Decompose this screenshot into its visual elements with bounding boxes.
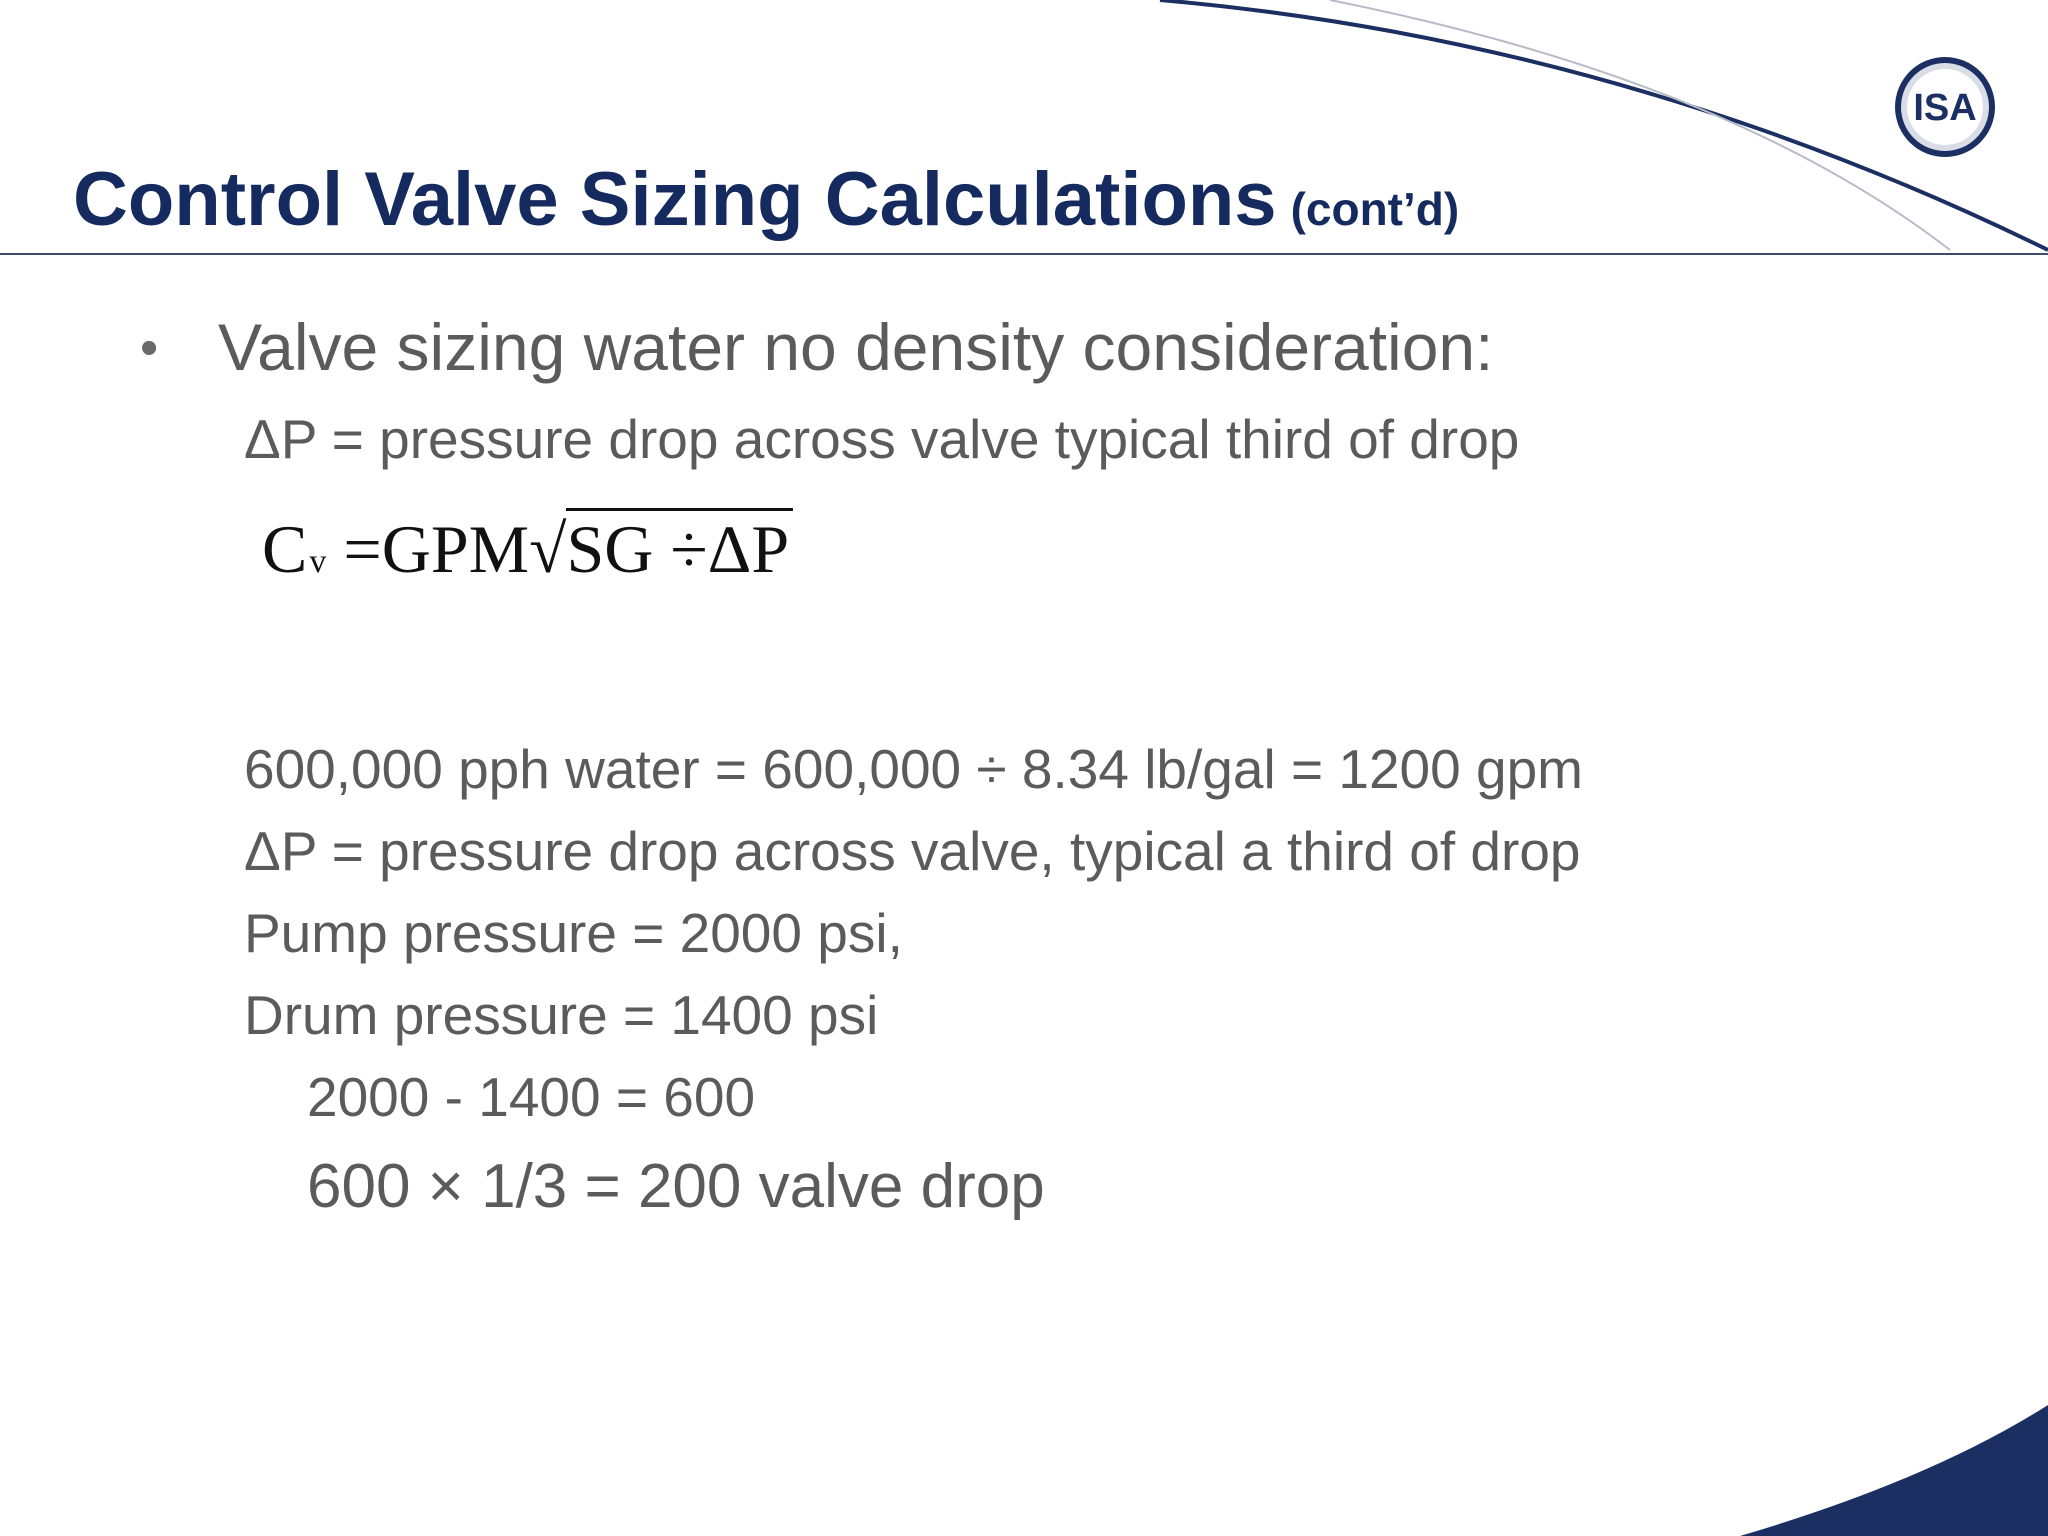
logo-text: ISA <box>1913 87 1977 129</box>
formula-cv: C <box>262 511 308 587</box>
bullet-heading: Valve sizing water no density consideration: <box>218 310 1494 384</box>
title-suffix: (cont’d) <box>1290 183 1460 235</box>
calc-line-result: 600 × 1/3 = 200 valve drop <box>307 1152 1045 1221</box>
formula-cv-subscript: v <box>309 543 327 580</box>
bottom-swoosh <box>1740 1405 2048 1536</box>
slide-title <box>73 157 1460 242</box>
formula-equals-gpm: =GPM <box>326 511 530 587</box>
bullet-icon: • <box>140 319 159 377</box>
formula-radical: √ <box>529 511 567 587</box>
isa-logo <box>1890 52 2000 162</box>
formula-radicand: SG ÷ΔP <box>566 508 793 583</box>
definition-line: ΔP = pressure drop across valve typical third of drop <box>244 408 1520 470</box>
calc-line-dp: ΔP = pressure drop across valve, typical a third of drop <box>244 820 1581 882</box>
calc-line-flow: 600,000 pph water = 600,000 ÷ 8.34 lb/gal = 1200 gpm <box>244 738 1583 800</box>
calc-line-drum: Drum pressure = 1400 psi <box>244 984 879 1046</box>
cv-formula <box>262 508 793 587</box>
title-main: Control Valve Sizing Calculations <box>73 157 1277 242</box>
calc-line-diff: 2000 - 1400 = 600 <box>307 1066 756 1128</box>
calc-line-pump: Pump pressure = 2000 psi, <box>244 902 903 964</box>
